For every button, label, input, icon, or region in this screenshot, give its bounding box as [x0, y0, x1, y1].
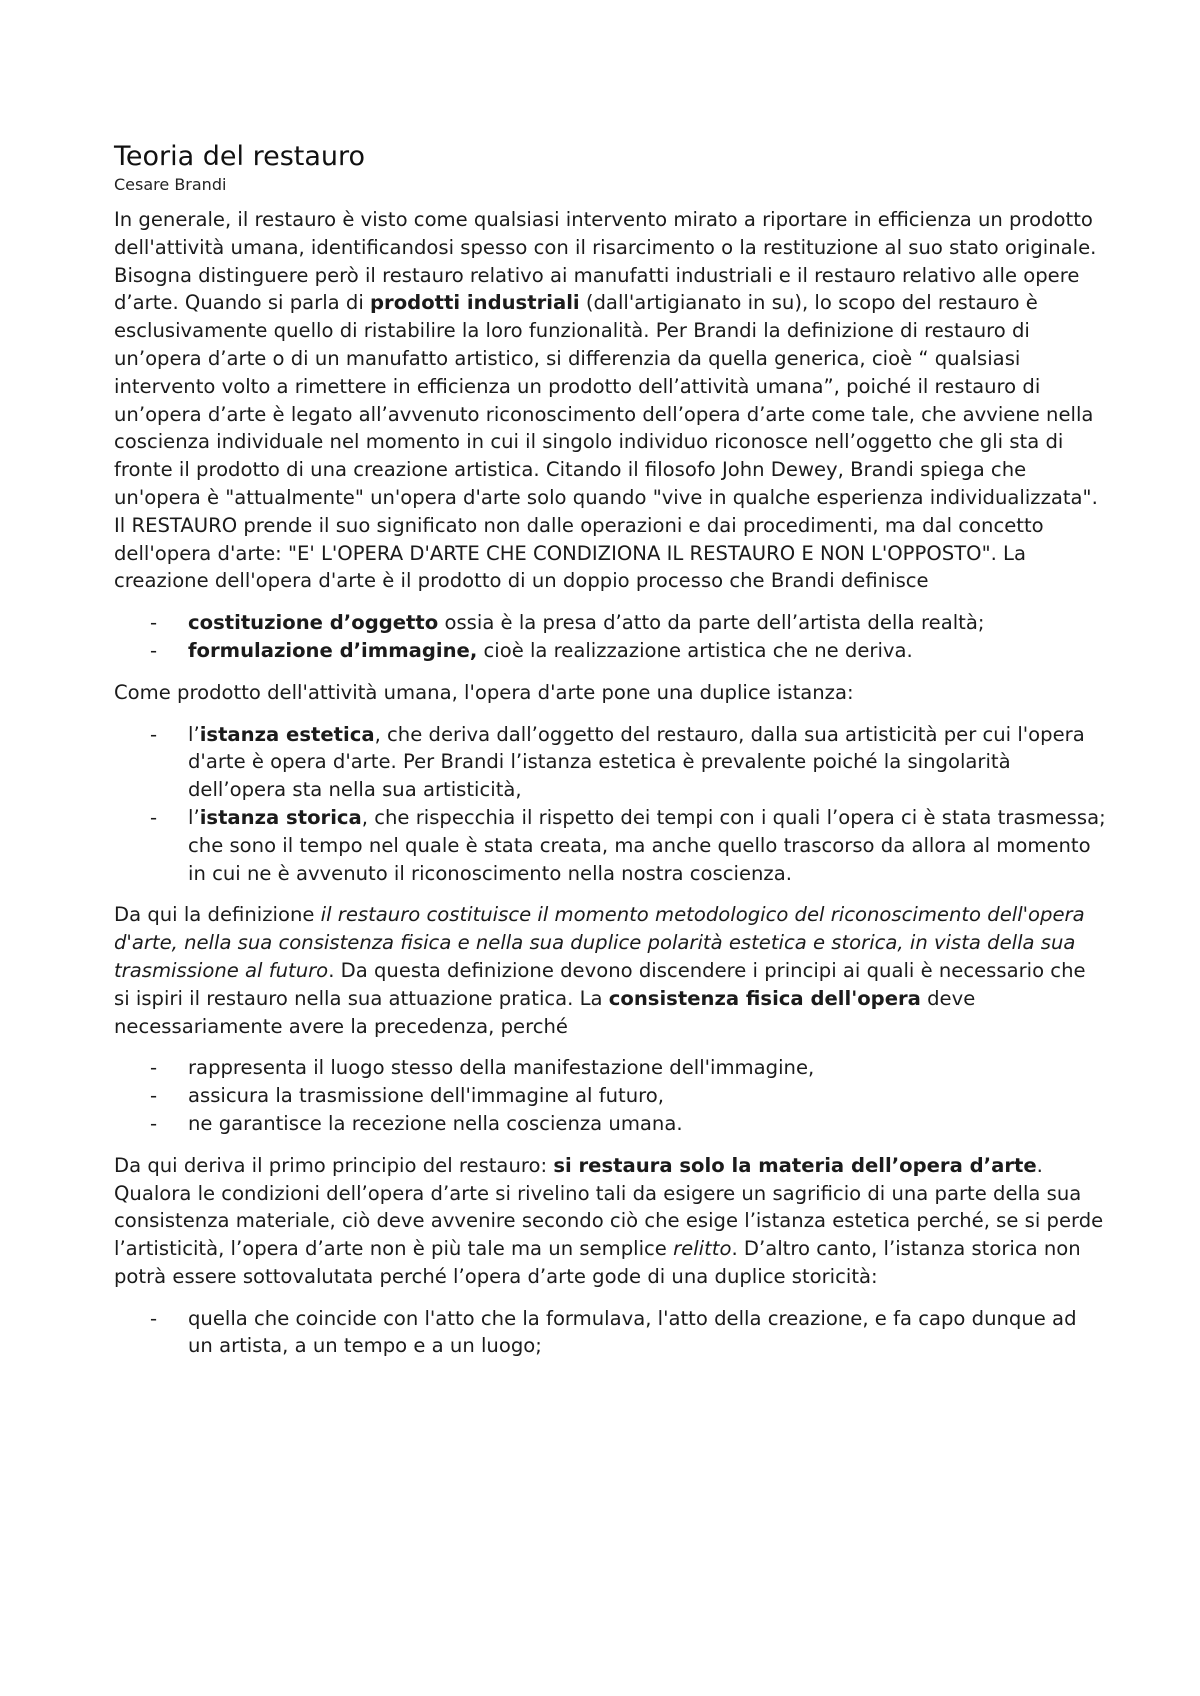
text-run: cioè la realizzazione artistica che ne deriva.: [477, 638, 913, 662]
list-item: [114, 1305, 1106, 1361]
list-dash: -: [150, 1056, 158, 1080]
list-storicita: [114, 1305, 1106, 1361]
list-dash: -: [150, 1111, 158, 1135]
bold-run: prodotti industriali: [370, 291, 580, 315]
text-run: In generale, il restauro è visto come qualsiasi intervento mirato a riportare in efficienza un prodotto dell'attività umana, identificandosi spesso con il risarcimento o la restituzione al suo stato originale. Bisogna distinguere però il restauro relativo ai manufatti industriali e il restauro relativo alle opere d’arte. Quando si parla di: [114, 208, 1097, 315]
list-dash: -: [150, 638, 158, 662]
list-item: [114, 804, 1106, 887]
list-dash: -: [150, 722, 158, 746]
text-run: . Qualora le condizioni dell’opera d’arte si rivelino tali da esigere un sagrificio di una parte della sua consistenza materiale, ciò deve avvenire secondo ciò che esige l’istanza estetica perché, se si perde l’artisticità, l’opera d’arte non è più tale ma un semplice: [114, 1153, 1104, 1261]
text-run: Da qui la definizione: [114, 903, 321, 927]
bold-run: costituzione d’oggetto: [188, 611, 439, 635]
list-dash: -: [150, 1084, 158, 1108]
bold-run: istanza storica: [199, 805, 362, 829]
text-run: . Da questa definizione devono discendere i principi ai quali è necessario che si ispiri il restauro nella sua attuazione pratica. La: [114, 958, 1086, 1010]
list-item: [114, 1082, 1106, 1110]
list-item: [114, 637, 1106, 665]
document-page: [114, 140, 1106, 1374]
list-consistenza: [114, 1054, 1106, 1137]
bold-run: si restaura solo la materia dell’opera d’arte: [553, 1153, 1037, 1177]
document-author: Cesare Brandi: [114, 175, 227, 194]
paragraph-primo-principio: [114, 1152, 1106, 1291]
text-run: Da qui deriva il primo principio del restauro:: [114, 1153, 554, 1177]
text-run: l’: [188, 722, 200, 746]
list-item: [114, 1110, 1106, 1138]
text-run: ossia è la presa d’atto da parte dell’artista della realtà;: [438, 611, 985, 635]
text-run: assicura la trasmissione dell'immagine al futuro,: [188, 1084, 664, 1108]
text-run: deve necessariamente avere la precedenza, perché: [114, 986, 976, 1038]
list-processes: [114, 609, 1106, 665]
text-run: . D’altro canto, l’istanza storica non potrà essere sottovalutata perché l’opera d’arte gode di una duplice storicità:: [114, 1237, 1081, 1288]
paragraph-definizione: [114, 901, 1106, 1040]
italic-run: relitto: [673, 1237, 732, 1261]
text-run: rappresenta il luogo stesso della manifestazione dell'immagine,: [188, 1056, 815, 1080]
list-dash: -: [150, 1306, 158, 1330]
list-item: [114, 609, 1106, 637]
italic-run: il restauro costituisce il momento metodologico del riconoscimento dell'opera d'arte, nella sua consistenza fisica e nella sua duplice polarità estetica e storica, in vista della sua trasmissione al futuro: [114, 903, 1085, 982]
paragraph-duplice-istanza: Come prodotto dell'attività umana, l'opera d'arte pone una duplice istanza:: [114, 680, 854, 704]
text-run: ne garantisce la recezione nella coscienza umana.: [188, 1111, 683, 1135]
text-run: , che rispecchia il rispetto dei tempi con i quali l’opera ci è stata trasmessa; che sono il tempo nel quale è stata creata, ma anche quello trascorso da allora al momento in cui ne è avvenuto il riconoscimento nella nostra coscienza.: [188, 805, 1106, 885]
list-item: [114, 1054, 1106, 1082]
list-istanze: [114, 721, 1106, 888]
bold-run: consistenza fisica dell'opera: [608, 986, 921, 1010]
bold-run: istanza estetica: [199, 722, 375, 746]
text-run: quella che coincide con l'atto che la formulava, l'atto della creazione, e fa capo dunque ad un artista, a un tempo e a un luogo;: [188, 1306, 1077, 1358]
text-run: l’: [188, 805, 200, 829]
document-title: Teoria del restauro: [114, 141, 366, 172]
list-dash: -: [150, 611, 158, 635]
text-run: (dall'artigianato in su), lo scopo del restauro è esclusivamente quello di ristabilire la loro funzionalità. Per Brandi la definizione di restauro di un’opera d’arte o di un manufatto artistico, si differenzia da quella generica, cioè “ qualsiasi intervento volto a rimettere in efficienza un prodotto dell’attività umana”, poiché il restauro di un’opera d’arte è legato all’avvenuto riconoscimento dell’opera d’arte come tale, che avviene nella coscienza individuale nel momento in cui il singolo individuo riconosce nell’oggetto che gli sta di fronte il prodotto di una creazione artistica. Citando il filosofo John Dewey, Brandi spiega che un'opera è "attualmente" un'opera d'arte solo quando "vive in qualche esperienza individualizzata". Il RESTAURO prende il suo significato non dalle operazioni e dai procedimenti, ma dal concetto dell'opera d'arte: "E' L'OPERA D'ARTE CHE CONDIZIONA IL RESTAURO E NON L'OPPOSTO". La creazione dell'opera d'arte è il prodotto di un doppio processo che Brandi definisce: [114, 291, 1098, 593]
bold-run: formulazione d’immagine,: [188, 638, 478, 662]
text-run: , che deriva dall’oggetto del restauro, dalla sua artisticità per cui l'opera d'arte è opera d'arte. Per Brandi l’istanza estetica è prevalente poiché la singolarità dell’opera sta nella sua artisticità,: [188, 722, 1085, 802]
list-dash: -: [150, 805, 158, 829]
paragraph-intro: [114, 206, 1106, 595]
list-item: [114, 721, 1106, 804]
